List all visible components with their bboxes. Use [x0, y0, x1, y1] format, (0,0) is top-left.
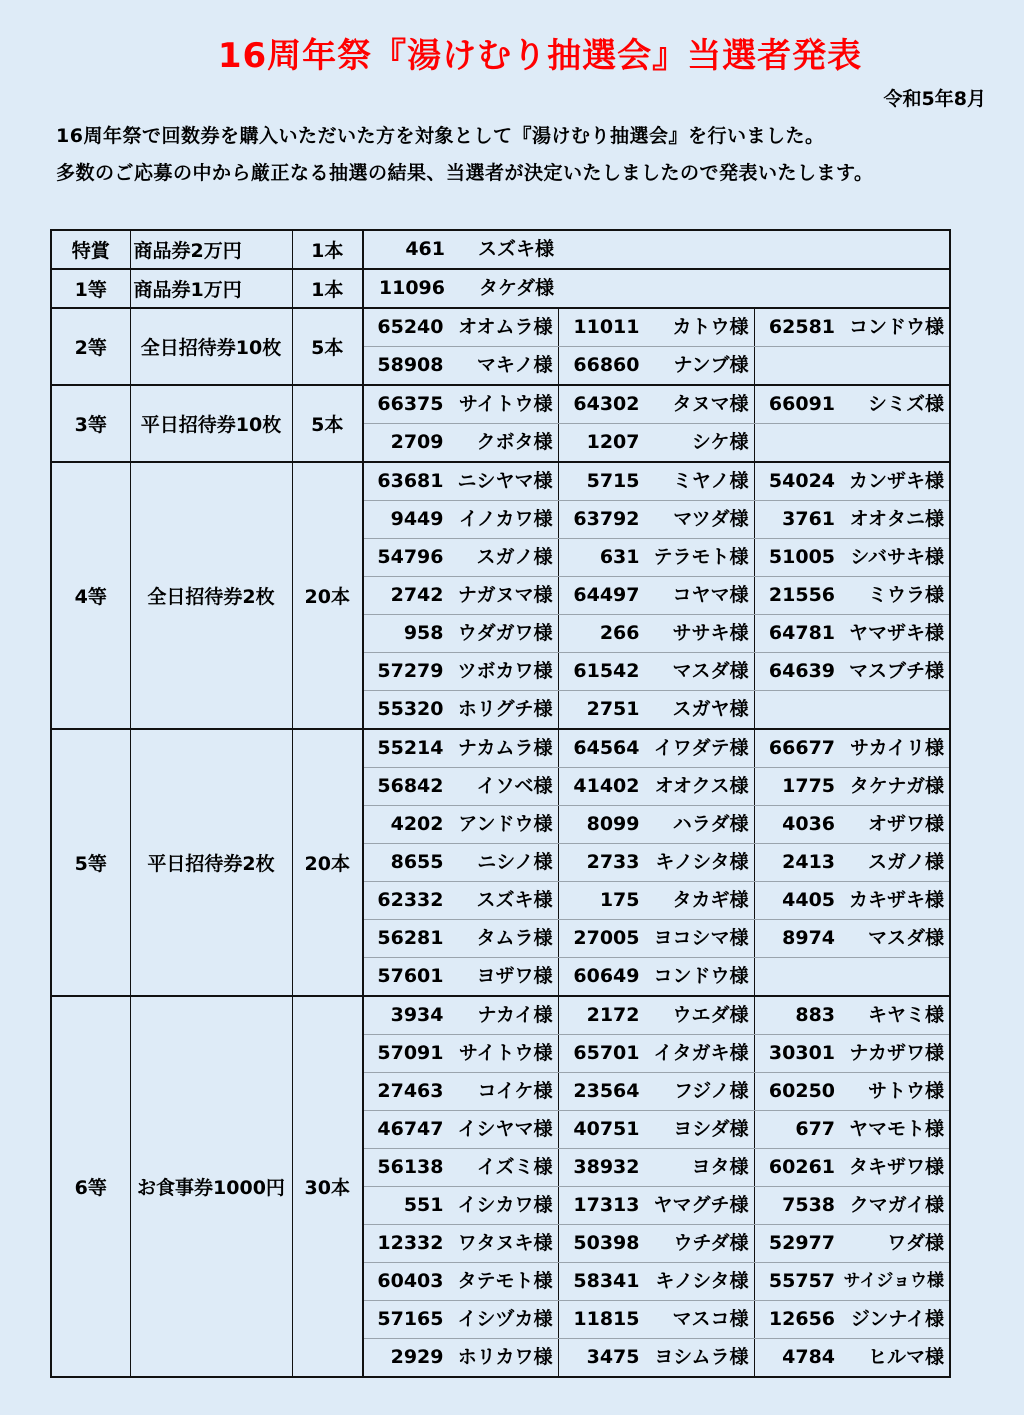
ticket-number: 266 [599, 622, 640, 644]
winner-cell [754, 844, 950, 882]
winner-name: テラモト様 [653, 546, 749, 568]
prize-name: 商品券2万円 [130, 230, 292, 269]
ticket-number: 3761 [782, 508, 836, 530]
prize-name: 全日招待券2枚 [130, 462, 292, 729]
winner-cell [363, 806, 558, 844]
winner-name: オザワ様 [868, 813, 945, 835]
winner-cell [363, 1263, 558, 1301]
winner-name: マツダ様 [673, 508, 749, 530]
ticket-number: 64302 [573, 393, 640, 415]
winner-cell [754, 1225, 950, 1263]
ticket-number: 54024 [768, 470, 836, 492]
winner-cell [558, 1035, 754, 1073]
winner-cell [363, 1339, 558, 1378]
winner-cell [558, 958, 754, 997]
winner-name: シケ様 [691, 431, 749, 453]
winner-cell [754, 1263, 950, 1301]
winner-name: ニシヤマ様 [457, 470, 553, 492]
winner-cell [363, 424, 558, 463]
ticket-number: 958 [403, 622, 444, 644]
winner-cell [558, 1111, 754, 1149]
ticket-number: 62581 [768, 316, 836, 338]
ticket-number: 11815 [573, 1308, 640, 1330]
winner-cell [754, 1301, 950, 1339]
table-row [51, 230, 950, 269]
winner-cell [363, 462, 558, 501]
ticket-number: 63681 [377, 470, 444, 492]
winner-name: ヨタ様 [691, 1156, 749, 1178]
winner-name: クボタ様 [476, 431, 553, 453]
ticket-number: 27005 [573, 927, 640, 949]
prize-count: 1本 [292, 230, 363, 269]
ticket-number: 17313 [573, 1194, 640, 1216]
ticket-number: 4784 [782, 1346, 836, 1368]
page-title: 16周年祭『湯けむり抽選会』当選者発表 [217, 36, 863, 76]
ticket-number: 56138 [377, 1156, 444, 1178]
ticket-number: 60649 [573, 965, 640, 987]
winner-cell [363, 768, 558, 806]
winner-cell [558, 920, 754, 958]
winner-cell [754, 1187, 950, 1225]
table-row [51, 462, 950, 501]
winner-cell [754, 920, 950, 958]
table-row [51, 269, 950, 308]
ticket-number: 50398 [573, 1232, 640, 1254]
winner-name: タケダ様 [478, 277, 554, 299]
ticket-number: 461 [405, 238, 445, 260]
ticket-number: 8974 [782, 927, 836, 949]
winner-name: サカイリ様 [849, 737, 945, 759]
winner-name: キヤミ様 [868, 1004, 945, 1026]
winner-cell [363, 1073, 558, 1111]
ticket-number: 64639 [768, 660, 836, 682]
winner-cell [754, 577, 950, 615]
winner-cell [558, 1225, 754, 1263]
ticket-number: 66375 [377, 393, 444, 415]
table-row [51, 385, 950, 424]
ticket-number: 60261 [768, 1156, 836, 1178]
ticket-number: 61542 [573, 660, 640, 682]
ticket-number: 2172 [586, 1004, 640, 1026]
winner-name: タカギ様 [672, 889, 749, 911]
winner-name: タキザワ様 [849, 1156, 945, 1178]
winner-name: カキザキ様 [849, 889, 945, 911]
winner-cell [558, 996, 754, 1035]
winner-name: スガノ様 [476, 546, 553, 568]
ticket-number: 55214 [377, 737, 444, 759]
winner-name: コンドウ様 [849, 316, 945, 338]
winner-name: シバサキ様 [850, 546, 945, 568]
winner-cell [558, 424, 754, 463]
winner-name: ナカムラ様 [457, 737, 553, 759]
prize-rank: 6等 [51, 996, 130, 1377]
winner-name: ヤマモト様 [849, 1118, 945, 1140]
winner-cell [558, 1073, 754, 1111]
winners-table [50, 229, 951, 1378]
ticket-number: 883 [795, 1004, 836, 1026]
winner-name: クマガイ様 [849, 1194, 945, 1216]
winner-name: ウエダ様 [672, 1004, 749, 1026]
ticket-number: 64564 [573, 737, 640, 759]
winner-cell [558, 347, 754, 386]
ticket-number: 30301 [768, 1042, 836, 1064]
winner-cell [754, 308, 950, 347]
ticket-number: 2733 [586, 851, 640, 873]
winner-cell [363, 230, 950, 269]
winner-cell [363, 308, 558, 347]
intro-line-2: 多数のご応募の中から厳正なる抽選の結果、当選者が決定いたしましたので発表いたします。 [56, 162, 874, 184]
winner-name: イワダテ様 [653, 737, 749, 759]
winner-cell [363, 1035, 558, 1073]
winner-cell [363, 347, 558, 386]
ticket-number: 56281 [377, 927, 444, 949]
winner-cell [363, 577, 558, 615]
winner-name: ニシノ様 [477, 851, 553, 873]
winner-cell [754, 882, 950, 920]
ticket-number: 66677 [768, 737, 836, 759]
winner-name: ヒルマ様 [868, 1346, 945, 1368]
prize-name: お食事券1000円 [130, 996, 292, 1377]
winner-cell [363, 615, 558, 653]
ticket-number: 57601 [377, 965, 444, 987]
winner-name: ワダ様 [887, 1232, 945, 1254]
winner-name: フジノ様 [674, 1080, 749, 1102]
winner-name: ミウラ様 [868, 584, 945, 606]
winner-name: ナガヌマ様 [457, 584, 553, 606]
winner-name: ヨシダ様 [673, 1118, 749, 1140]
winner-cell [558, 768, 754, 806]
ticket-number: 3475 [586, 1346, 640, 1368]
prize-count: 5本 [292, 308, 363, 385]
winner-cell [754, 385, 950, 424]
winner-name: マスダ様 [868, 927, 945, 949]
winner-name: タテモト様 [457, 1270, 553, 1292]
winner-cell [754, 958, 950, 997]
ticket-number: 65240 [377, 316, 444, 338]
winner-cell [558, 462, 754, 501]
ticket-number: 2742 [390, 584, 444, 606]
winner-cell [754, 996, 950, 1035]
winner-cell [363, 539, 558, 577]
winner-name: ヨコシマ様 [653, 927, 749, 949]
winner-cell [363, 1225, 558, 1263]
winner-cell [363, 385, 558, 424]
winner-name: イタガキ様 [653, 1042, 749, 1064]
winner-cell [754, 539, 950, 577]
winner-name: ナカイ様 [477, 1004, 553, 1026]
winner-cell [754, 424, 950, 463]
ticket-number: 55320 [377, 698, 444, 720]
winner-cell [363, 844, 558, 882]
winner-name: コヤマ様 [672, 584, 749, 606]
winner-name: マスブチ様 [849, 660, 945, 682]
winner-cell [754, 1111, 950, 1149]
ticket-number: 2929 [390, 1346, 444, 1368]
ticket-number: 551 [403, 1194, 444, 1216]
prize-rank: 5等 [51, 729, 130, 996]
ticket-number: 57279 [377, 660, 444, 682]
winner-cell [558, 1301, 754, 1339]
winner-cell [558, 539, 754, 577]
ticket-number: 4202 [390, 813, 444, 835]
ticket-number: 64497 [573, 584, 640, 606]
winner-name: サトウ様 [868, 1080, 945, 1102]
winner-name: ナカザワ様 [849, 1042, 945, 1064]
winner-cell [558, 385, 754, 424]
winner-cell [558, 844, 754, 882]
ticket-number: 52977 [768, 1232, 836, 1254]
winner-name: キノシタ様 [655, 1270, 749, 1292]
winner-cell [363, 920, 558, 958]
prize-count: 1本 [292, 269, 363, 308]
intro-text [56, 118, 873, 192]
ticket-number: 7538 [782, 1194, 836, 1216]
announcement-date: 令和5年8月 [883, 88, 986, 110]
winner-cell [363, 958, 558, 997]
winner-name: アンドウ様 [458, 813, 553, 835]
prize-name: 平日招待券2枚 [130, 729, 292, 996]
ticket-number: 21556 [768, 584, 836, 606]
winner-name: イソベ様 [476, 775, 553, 797]
ticket-number: 54796 [377, 546, 444, 568]
winner-name: サイトウ様 [458, 393, 553, 415]
winner-name: ナンブ様 [673, 354, 749, 376]
winner-name: コンドウ様 [653, 965, 749, 987]
winner-cell [558, 1263, 754, 1301]
winner-cell [363, 996, 558, 1035]
winner-cell [558, 1149, 754, 1187]
winner-name: ツボカワ様 [457, 660, 553, 682]
ticket-number: 2709 [390, 431, 444, 453]
winner-cell [558, 1339, 754, 1378]
winner-cell [558, 691, 754, 730]
ticket-number: 1207 [586, 431, 640, 453]
winner-name: サイトウ様 [458, 1042, 553, 1064]
ticket-number: 631 [599, 546, 640, 568]
winner-name: ウチダ様 [673, 1232, 749, 1254]
winner-cell [754, 1035, 950, 1073]
ticket-number: 63792 [573, 508, 640, 530]
winner-name: スズキ様 [476, 889, 553, 911]
winner-name: シミズ様 [868, 393, 945, 415]
ticket-number: 8099 [586, 813, 640, 835]
winner-cell [558, 577, 754, 615]
winner-name: カトウ様 [672, 316, 749, 338]
table-row [51, 996, 950, 1035]
winner-name: ヤマグチ様 [653, 1194, 749, 1216]
winner-cell [558, 806, 754, 844]
winner-cell [558, 501, 754, 539]
winner-cell [363, 729, 558, 768]
winner-cell [754, 691, 950, 730]
winner-name: タヌマ様 [672, 393, 749, 415]
winner-cell [754, 1149, 950, 1187]
ticket-number: 2751 [586, 698, 640, 720]
winner-cell [363, 269, 950, 308]
winner-name: ウダガワ様 [457, 622, 553, 644]
ticket-number: 66860 [573, 354, 640, 376]
ticket-number: 4036 [782, 813, 836, 835]
winner-name: ヨシムラ様 [654, 1346, 749, 1368]
prize-rank: 4等 [51, 462, 130, 729]
ticket-number: 55757 [768, 1270, 836, 1292]
winner-name: イシヤマ様 [457, 1118, 553, 1140]
ticket-number: 11096 [378, 277, 445, 299]
ticket-number: 51005 [768, 546, 836, 568]
ticket-number: 27463 [377, 1080, 444, 1102]
winner-name: コイケ様 [477, 1080, 553, 1102]
winner-cell [363, 691, 558, 730]
winner-cell [754, 501, 950, 539]
winner-name: ヨザワ様 [476, 965, 553, 987]
ticket-number: 11011 [573, 316, 640, 338]
winner-name: スガノ様 [868, 851, 945, 873]
prize-rank: 特賞 [51, 230, 130, 269]
prize-name: 商品券1万円 [130, 269, 292, 308]
ticket-number: 65701 [573, 1042, 640, 1064]
winner-name: タケナガ様 [849, 775, 945, 797]
winner-name: マスコ様 [672, 1308, 749, 1330]
ticket-number: 66091 [768, 393, 836, 415]
winner-name: ヤマザキ様 [849, 622, 945, 644]
winner-cell [754, 768, 950, 806]
ticket-number: 46747 [377, 1118, 444, 1140]
prize-count: 20本 [292, 462, 363, 729]
winner-cell [754, 347, 950, 386]
winner-cell [558, 615, 754, 653]
ticket-number: 9449 [390, 508, 444, 530]
winner-cell [363, 882, 558, 920]
prize-rank: 1等 [51, 269, 130, 308]
ticket-number: 41402 [573, 775, 640, 797]
ticket-number: 38932 [573, 1156, 640, 1178]
winner-name: タムラ様 [476, 927, 553, 949]
prize-name: 全日招待券10枚 [130, 308, 292, 385]
winner-cell [363, 1149, 558, 1187]
prize-count: 5本 [292, 385, 363, 462]
ticket-number: 62332 [377, 889, 444, 911]
ticket-number: 56842 [377, 775, 444, 797]
winner-cell [754, 462, 950, 501]
winner-cell [754, 1073, 950, 1111]
winner-name: ジンナイ様 [850, 1308, 945, 1330]
winner-cell [754, 653, 950, 691]
winner-name: ハラダ様 [672, 813, 749, 835]
winner-name: スガヤ様 [672, 698, 749, 720]
winner-name: キノシタ様 [655, 851, 749, 873]
ticket-number: 5715 [586, 470, 640, 492]
table-row [51, 308, 950, 347]
winner-cell [558, 1187, 754, 1225]
ticket-number: 57165 [377, 1308, 444, 1330]
ticket-number: 4405 [782, 889, 836, 911]
winner-name: マキノ様 [476, 354, 553, 376]
prize-count: 30本 [292, 996, 363, 1377]
ticket-number: 677 [795, 1118, 836, 1140]
winner-name: イシカワ様 [457, 1194, 553, 1216]
winner-name: イノカワ様 [458, 508, 553, 530]
winner-name: オオムラ様 [458, 316, 553, 338]
table-row [51, 729, 950, 768]
ticket-number: 60250 [768, 1080, 836, 1102]
prize-rank: 2等 [51, 308, 130, 385]
prize-rank: 3等 [51, 385, 130, 462]
winner-name: オオクス様 [654, 775, 749, 797]
winner-cell [754, 615, 950, 653]
winner-cell [558, 882, 754, 920]
winner-name: イズミ様 [476, 1156, 553, 1178]
winner-name: ササキ様 [672, 622, 749, 644]
ticket-number: 12332 [377, 1232, 444, 1254]
ticket-number: 23564 [573, 1080, 640, 1102]
ticket-number: 2413 [782, 851, 836, 873]
ticket-number: 40751 [573, 1118, 640, 1140]
winner-cell [363, 653, 558, 691]
ticket-number: 60403 [377, 1270, 444, 1292]
winner-cell [754, 729, 950, 768]
winner-cell [363, 1111, 558, 1149]
winner-name: ホリカワ様 [457, 1346, 553, 1368]
winner-name: カンザキ様 [849, 470, 945, 492]
winner-cell [558, 729, 754, 768]
winner-cell [363, 501, 558, 539]
prize-name: 平日招待券10枚 [130, 385, 292, 462]
winner-name: オオタニ様 [849, 508, 945, 530]
winner-cell [558, 308, 754, 347]
winner-cell [363, 1301, 558, 1339]
ticket-number: 64781 [768, 622, 836, 644]
ticket-number: 57091 [377, 1042, 444, 1064]
winner-cell [754, 806, 950, 844]
winner-name: ワタヌキ様 [457, 1232, 553, 1254]
ticket-number: 58908 [377, 354, 444, 376]
ticket-number: 1775 [782, 775, 836, 797]
winner-name: スズキ様 [477, 238, 554, 260]
winner-name: イシヅカ様 [457, 1308, 553, 1330]
winner-name: マスダ様 [672, 660, 749, 682]
winner-name: ホリグチ様 [457, 698, 553, 720]
ticket-number: 12656 [768, 1308, 836, 1330]
ticket-number: 175 [599, 889, 640, 911]
intro-line-1: 16周年祭で回数券を購入いただいた方を対象として『湯けむり抽選会』を行いました。 [56, 125, 825, 147]
ticket-number: 8655 [390, 851, 444, 873]
ticket-number: 58341 [573, 1270, 640, 1292]
winner-name: ミヤノ様 [672, 470, 749, 492]
winner-cell [754, 1339, 950, 1378]
ticket-number: 3934 [390, 1004, 444, 1026]
prize-count: 20本 [292, 729, 363, 996]
winner-name: サイジョウ様 [843, 1271, 945, 1291]
winner-cell [363, 1187, 558, 1225]
winner-cell [558, 653, 754, 691]
